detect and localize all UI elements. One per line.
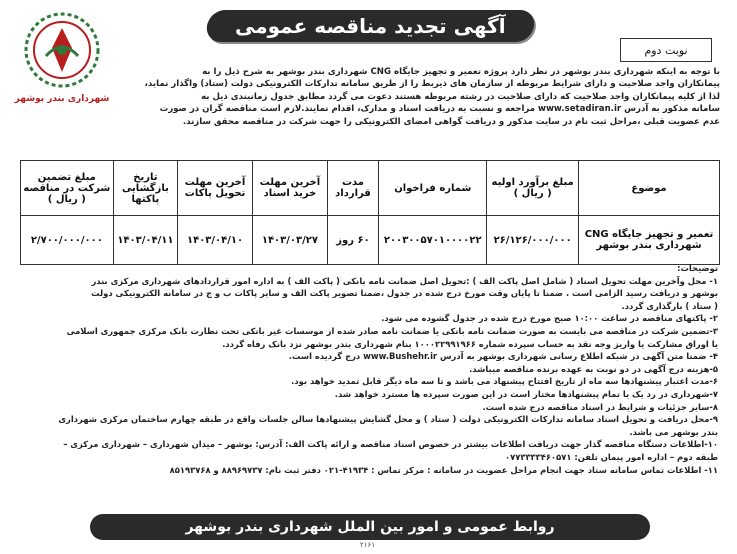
note-line: ۱۱- اطلاعات تماس سامانه ستاد جهت انجام مراحل عضویت در سامانه : مرکز تماس : ۴۱۹۳۴-۰۲۱ دفتر ثبت نام: ۸۸۹۶۹۷۳۷ و ۸۵۱۹۳۷۶۸ xyxy=(169,464,718,475)
notes-section xyxy=(20,262,718,476)
intro-line: با توجه به اینکه شهرداری بندر بوشهر در نظر دارد پروژه تعمیر و تجهیز جایگاه CNG شهرداری بندر بوشهر به شرح ذیل را به xyxy=(202,67,720,77)
table-header: مدت قرارداد xyxy=(327,161,378,216)
table-header-row xyxy=(21,161,720,216)
note-line: بوشهر و دریافت رسید الزامی است . ضمنا تا پایان وقت مورخ درج شده در جدول ،ضمنا تصویر پاکت الف و سایر پاکات ب و ج در سامانه الکترونیکی دولت xyxy=(91,288,718,299)
table-row xyxy=(21,216,720,265)
note-line: ۸-سایر جزئیات و شرایط در اسناد مناقصه درج شده است. xyxy=(482,401,718,412)
table-header: آخرین مهلت تحویل پاکات xyxy=(178,161,253,216)
table-header: مبلغ برآورد اولیه ( ریال ) xyxy=(487,161,579,216)
footer-text: روابط عمومی و امور بین الملل شهرداری بندر بوشهر xyxy=(185,519,555,535)
note-line: بندر بوشهر می باشد. xyxy=(629,426,718,437)
note-line: ۲- پاکتهای مناقصه در ساعت ۱۰:۰۰ صبح مورخ درج شده در جدول گشوده می شود. xyxy=(381,313,718,324)
footer-code: ۲۱۶۱ xyxy=(360,541,376,549)
table-cell: ۲۰۰۳۰۰۵۷۰۱۰۰۰۰۲۲ xyxy=(379,216,487,265)
title-banner xyxy=(170,6,570,46)
table-cell: ۱۴۰۳/۰۴/۱۰ xyxy=(178,216,253,265)
table-header: مبلغ تضمین شرکت در مناقصه ( ریال ) xyxy=(21,161,114,216)
table-cell: ۶۰ روز xyxy=(327,216,378,265)
table-header: موضوع xyxy=(578,161,719,216)
logo-caption: شهرداری بندر بوشهر xyxy=(14,94,110,104)
note-line: طبقه دوم – اداره امور پیمان تلفن: ۰۷۷۳۳۳۳۴۶۰۵۷۱ xyxy=(505,451,718,462)
intro-line: پیمانکاران واجد صلاحیت و دارای شرایط مربوطه از سازمان های ذیربط را از طریق سامانه تدارکات الکترونیکی دولت (ستاد) واگذار نماید، xyxy=(144,79,720,90)
table-cell: تعمیر و تجهیز جایگاه CNG شهرداری بندر بوشهر xyxy=(578,216,719,265)
table-header: شماره فراخوان xyxy=(379,161,487,216)
intro-line: سامانه مذکور به آدرس www.setadiran.ir مراجعه و نسبت به دریافت اسناد و مدارک، اقدام نمایند.لازم است مناقصه گران در صورت xyxy=(159,104,720,115)
note-line: ( ستاد ) بارگذاری گردد. xyxy=(621,300,718,311)
table-header: آخرین مهلت خرید اسناد xyxy=(252,161,327,216)
note-line: ۱- محل وآخرین مهلت تحویل اسناد ( شامل اصل پاکت الف ) :تحویل اصل ضمانت نامه بانکی ( پاکت الف ) به اداره امور قراردادهای شهرداری مرکزی بندر xyxy=(91,275,718,286)
intro-line: عدم عضویت قبلی ،مراحل ثبت نام در سایت مذکور و دریافت گواهی امضای الکترونیکی را جهت شرکت در مناقصه محقق سازند. xyxy=(182,116,720,127)
note-line: یا اوراق مشارکت یا واریز وجه نقد به حساب سپرده شماره ۱۰۰۰۲۲۹۹۱۹۶۶ بنام شهرداری بندر بوشهر نزد بانک رفاه گردد. xyxy=(222,338,718,349)
page-title: آگهی تجدید مناقصه عمومی xyxy=(234,14,506,38)
note-line: ۴- ضمنا متن آگهی در شبکه اطلاع رسانی شهرداری بوشهر به آدرس www.Bushehr.ir درج گردیده است. xyxy=(288,351,718,362)
intro-line: لذا از کلیه پیمانکاران واجد صلاحیت که دارای صلاحیت در رشته مربوطه هستند دعوت می گردد مطابق جدول زمانبندی ذیل به xyxy=(201,91,720,102)
tender-table xyxy=(20,160,720,265)
municipality-logo xyxy=(12,8,112,113)
note-line: ۷-شهرداری در رد یک یا تمام پیشنهادها مختار است در این صورت سپرده ها مسترد خواهد شد. xyxy=(334,388,718,399)
table-cell: ۲/۷۰۰/۰۰۰/۰۰۰ xyxy=(21,216,114,265)
note-line: ۹-محل دریافت و تحویل اسناد سامانه تدارکات الکترونیکی دولت ( ستاد ) و محل گشایش پیشنهادها سالن جلسات واقع در طبقه چهارم ساختمان مرکزی شهرداری xyxy=(58,414,718,425)
table-cell: ۱۴۰۳/۰۳/۲۷ xyxy=(252,216,327,265)
note-line: ۶-مدت اعتبار پیشنهادها سه ماه از تاریخ افتتاح پیشنهاد می باشد و تا سه ماه دیگر قابل تمدید خواهد بود. xyxy=(291,376,718,387)
round-badge: نوبت دوم xyxy=(620,38,712,62)
table-header: تاریخ بازگشایی پاکتها xyxy=(113,161,177,216)
note-line: ۵-هزینه درج آگهی در دو نوبت به عهده برنده مناقصه میباشد. xyxy=(469,363,718,374)
footer-banner xyxy=(90,514,650,540)
notes-heading: توضیحات: xyxy=(677,263,718,273)
table-cell: ۱۴۰۳/۰۴/۱۱ xyxy=(113,216,177,265)
note-line: ۱۰-اطلاعات دستگاه مناقصه گذار جهت دریافت اطلاعات بیشتر در خصوص اسناد مناقصه و ارائه پاکت الف: آدرس: بوشهر – میدان شهرداری – شهرداری مرکزی – xyxy=(63,439,718,450)
table-cell: ۲۶/۱۲۶/۰۰۰/۰۰۰ xyxy=(487,216,579,265)
note-line: ۳-تضمین شرکت در مناقصه می بایست به صورت ضمانت نامه بانکی یا ضمانت نامه صادر شده از موسسات غیر بانکی تحت نظارت بانک مرکزی جمهوری اسلامی xyxy=(66,325,718,336)
intro-paragraph xyxy=(120,66,720,128)
